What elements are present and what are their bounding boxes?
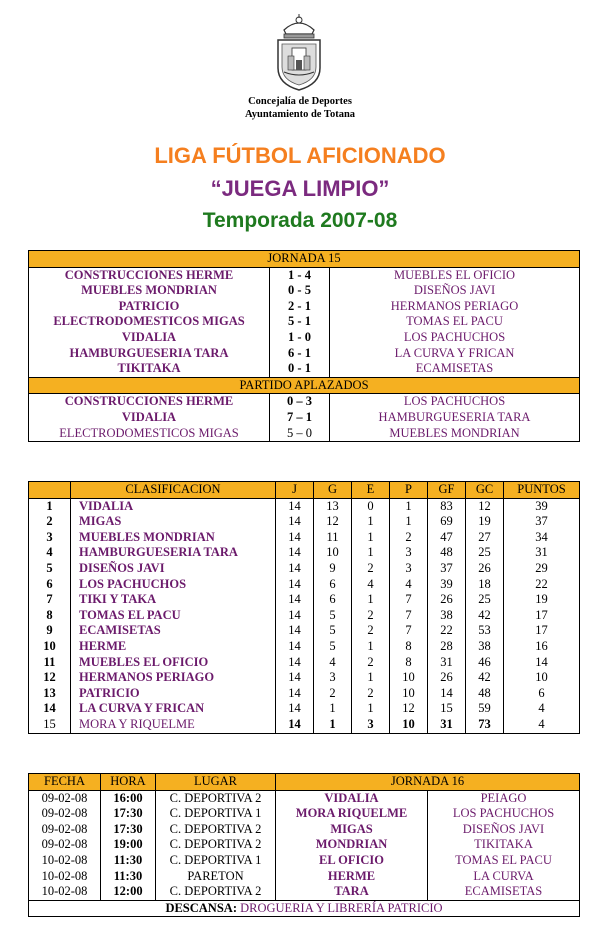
stat-cell: 7 [390,592,428,608]
standings-row [29,577,580,593]
match-venue: C. DEPORTIVA 2 [156,822,276,838]
stat-cell: 59 [466,701,504,717]
team-name: HERMANOS PERIAGO [71,670,276,686]
stat-cell: 14 [276,655,314,671]
team-name: MUEBLES MONDRIAN [71,530,276,546]
stat-cell: 15 [428,701,466,717]
standings-row [29,717,580,733]
stat-cell: 14 [276,639,314,655]
stat-cell: 12 [390,701,428,717]
stat-cell: 27 [466,530,504,546]
stat-cell: 73 [466,717,504,733]
stat-cell: 4 [504,717,580,733]
standings-row [29,623,580,639]
stat-cell: 22 [504,577,580,593]
stat-cell: 7 [390,608,428,624]
stat-cell: 10 [390,670,428,686]
match-date: 09-02-08 [29,790,101,806]
match-time: 11:30 [101,869,156,885]
stat-cell: 1 [314,701,352,717]
rest-label: DESCANSA: [165,900,237,915]
stat-cell: 0 [352,498,390,514]
away-team: TIKITAKA [428,837,580,853]
schedule-table [28,773,580,917]
position: 1 [29,498,71,514]
league-title: LIGA FÚTBOL AFICIONADO [154,143,446,168]
match-venue: C. DEPORTIVA 1 [156,853,276,869]
org-council: Ayuntamiento de Totana [244,109,356,120]
match-date: 09-02-08 [29,837,101,853]
stat-cell: 48 [428,545,466,561]
stat-cell: 2 [352,608,390,624]
stat-cell: 14 [276,623,314,639]
stat-cell: 1 [352,592,390,608]
team-name: HERME [71,639,276,655]
stat-cell: 42 [466,608,504,624]
schedule-header: FECHA HORA LUGAR JORNADA 16 [29,774,580,791]
stat-cell: 7 [390,623,428,639]
match-time: 17:30 [101,806,156,822]
stat-cell: 26 [466,561,504,577]
standings-header: CLASIFICACION J G E P GF GC PUNTOS [29,482,580,499]
jornada-title: JORNADA 15 [29,251,580,268]
stat-cell: 1 [352,670,390,686]
stat-cell: 22 [428,623,466,639]
away-team: PEIAGO [428,790,580,806]
stat-cell: 14 [428,686,466,702]
coat-of-arms-icon [268,12,330,92]
position: 12 [29,670,71,686]
stat-cell: 39 [428,577,466,593]
stat-cell: 14 [276,701,314,717]
stat-cell: 37 [504,514,580,530]
stat-cell: 18 [466,577,504,593]
match-date: 10-02-08 [29,853,101,869]
stat-cell: 31 [504,545,580,561]
stat-cell: 42 [466,670,504,686]
stat-cell: 19 [504,592,580,608]
home-team: MIGAS [276,822,428,838]
stat-cell: 2 [314,686,352,702]
standings-row [29,530,580,546]
stat-cell: 14 [276,530,314,546]
team-name: VIDALIA [71,498,276,514]
team-name: MORA Y RIQUELME [71,717,276,733]
stat-cell: 2 [352,655,390,671]
stat-cell: 9 [314,561,352,577]
schedule-row [29,869,580,885]
team-name: MUEBLES EL OFICIO [71,655,276,671]
team-name: HAMBURGUESERIA TARA [71,545,276,561]
stat-cell: 38 [428,608,466,624]
stat-cell: 10 [504,670,580,686]
stat-cell: 6 [504,686,580,702]
stat-cell: 14 [276,545,314,561]
stat-cell: 14 [276,577,314,593]
match-date: 10-02-08 [29,869,101,885]
stat-cell: 6 [314,592,352,608]
stat-cell: 19 [466,514,504,530]
home-team: MORA RIQUELME [276,806,428,822]
match-row: VIDALIA 1 - 0 LOS PACHUCHOS [29,330,580,346]
stat-cell: 14 [276,686,314,702]
team-name: TIKI Y TAKA [71,592,276,608]
stat-cell: 14 [276,498,314,514]
position: 13 [29,686,71,702]
stat-cell: 10 [390,717,428,733]
stat-cell: 14 [276,717,314,733]
position: 9 [29,623,71,639]
stat-cell: 47 [428,530,466,546]
stat-cell: 39 [504,498,580,514]
stat-cell: 34 [504,530,580,546]
postponed-row: CONSTRUCCIONES HERME 0 – 3 LOS PACHUCHOS [29,394,580,410]
position: 8 [29,608,71,624]
stat-cell: 28 [428,639,466,655]
stat-cell: 26 [428,670,466,686]
home-team: TARA [276,884,428,900]
stat-cell: 11 [314,530,352,546]
standings-row [29,545,580,561]
match-venue: C. DEPORTIVA 2 [156,837,276,853]
stat-cell: 5 [314,623,352,639]
position: 11 [29,655,71,671]
rest-team: DROGUERIA Y LIBRERÍA PATRICIO [240,900,443,915]
league-motto: “JUEGA LIMPIO” [210,176,390,201]
schedule-row [29,790,580,806]
stat-cell: 3 [352,717,390,733]
stat-cell: 5 [314,608,352,624]
match-venue: C. DEPORTIVA 1 [156,806,276,822]
org-department: Concejalía de Deportes [248,96,352,107]
stat-cell: 1 [390,498,428,514]
postponed-row: VIDALIA 7 – 1 HAMBURGUESERIA TARA [29,410,580,426]
schedule-row [29,884,580,900]
team-name: MIGAS [71,514,276,530]
stat-cell: 2 [390,530,428,546]
stat-cell: 83 [428,498,466,514]
stat-cell: 4 [352,577,390,593]
team-name: TOMAS EL PACU [71,608,276,624]
stat-cell: 2 [352,623,390,639]
stat-cell: 10 [314,545,352,561]
match-time: 16:00 [101,790,156,806]
standings-table [28,481,580,734]
stat-cell: 38 [466,639,504,655]
stat-cell: 1 [352,530,390,546]
team-name: PATRICIO [71,686,276,702]
stat-cell: 1 [352,701,390,717]
home-team: VIDALIA [276,790,428,806]
stat-cell: 8 [390,655,428,671]
match-row: MUEBLES MONDRIAN 0 - 5 DISEÑOS JAVI [29,283,580,299]
stat-cell: 3 [390,561,428,577]
match-venue: C. DEPORTIVA 2 [156,790,276,806]
match-date: 09-02-08 [29,822,101,838]
match-time: 12:00 [101,884,156,900]
stat-cell: 14 [276,561,314,577]
team-name: ECAMISETAS [71,623,276,639]
stat-cell: 46 [466,655,504,671]
rest-row [29,900,580,917]
home-team: HERME [276,869,428,885]
match-venue: PARETON [156,869,276,885]
stat-cell: 14 [276,670,314,686]
stat-cell: 69 [428,514,466,530]
stat-cell: 12 [314,514,352,530]
stat-cell: 1 [352,639,390,655]
standings-row [29,608,580,624]
stat-cell: 25 [466,545,504,561]
match-date: 10-02-08 [29,884,101,900]
stat-cell: 2 [352,561,390,577]
position: 7 [29,592,71,608]
postponed-title: PARTIDO APLAZADOS [29,377,580,394]
stat-cell: 29 [504,561,580,577]
away-team: DISEÑOS JAVI [428,822,580,838]
match-row: HAMBURGUESERIA TARA 6 - 1 LA CURVA Y FRICAN [29,346,580,362]
home-team: EL OFICIO [276,853,428,869]
results-table [28,250,580,442]
position: 3 [29,530,71,546]
team-name: DISEÑOS JAVI [71,561,276,577]
position: 2 [29,514,71,530]
standings-row [29,592,580,608]
home-team: MONDRIAN [276,837,428,853]
stat-cell: 3 [314,670,352,686]
position: 6 [29,577,71,593]
stat-cell: 3 [390,545,428,561]
position: 10 [29,639,71,655]
standings-row [29,561,580,577]
stat-cell: 1 [352,545,390,561]
stat-cell: 26 [428,592,466,608]
stat-cell: 31 [428,655,466,671]
stat-cell: 5 [314,639,352,655]
postponed-row: ELECTRODOMESTICOS MIGAS 5 – 0 MUEBLES MONDRIAN [29,426,580,442]
stat-cell: 4 [504,701,580,717]
match-date: 09-02-08 [29,806,101,822]
standings-row [29,514,580,530]
stat-cell: 37 [428,561,466,577]
schedule-row [29,837,580,853]
stat-cell: 6 [314,577,352,593]
match-time: 11:30 [101,853,156,869]
standings-row [29,655,580,671]
stat-cell: 14 [276,514,314,530]
stat-cell: 17 [504,623,580,639]
stat-cell: 53 [466,623,504,639]
match-venue: C. DEPORTIVA 2 [156,884,276,900]
away-team: LA CURVA [428,869,580,885]
position: 14 [29,701,71,717]
team-name: LOS PACHUCHOS [71,577,276,593]
col-clasificacion: CLASIFICACION [71,482,276,499]
stat-cell: 14 [504,655,580,671]
schedule-row [29,806,580,822]
stat-cell: 14 [276,592,314,608]
match-row: ELECTRODOMESTICOS MIGAS 5 - 1 TOMAS EL PACU [29,314,580,330]
stat-cell: 1 [390,514,428,530]
position: 15 [29,717,71,733]
stat-cell: 31 [428,717,466,733]
stat-cell: 12 [466,498,504,514]
stat-cell: 13 [314,498,352,514]
match-row: CONSTRUCCIONES HERME 1 - 4 MUEBLES EL OFICIO [29,267,580,283]
away-team: ECAMISETAS [428,884,580,900]
away-team: TOMAS EL PACU [428,853,580,869]
stat-cell: 10 [390,686,428,702]
position: 4 [29,545,71,561]
match-time: 19:00 [101,837,156,853]
standings-row [29,498,580,514]
stat-cell: 16 [504,639,580,655]
stat-cell: 4 [390,577,428,593]
stat-cell: 25 [466,592,504,608]
away-team: LOS PACHUCHOS [428,806,580,822]
match-row: PATRICIO 2 - 1 HERMANOS PERIAGO [29,299,580,315]
stat-cell: 8 [390,639,428,655]
schedule-row [29,822,580,838]
stat-cell: 4 [314,655,352,671]
standings-row [29,701,580,717]
season-title: Temporada 2007-08 [202,209,398,232]
schedule-row [29,853,580,869]
stat-cell: 17 [504,608,580,624]
stat-cell: 48 [466,686,504,702]
stat-cell: 14 [276,608,314,624]
stat-cell: 2 [352,686,390,702]
match-time: 17:30 [101,822,156,838]
stat-cell: 1 [352,514,390,530]
standings-row [29,639,580,655]
match-row: TIKITAKA 0 - 1 ECAMISETAS [29,361,580,377]
standings-row [29,670,580,686]
standings-row [29,686,580,702]
team-name: LA CURVA Y FRICAN [71,701,276,717]
stat-cell: 1 [314,717,352,733]
position: 5 [29,561,71,577]
